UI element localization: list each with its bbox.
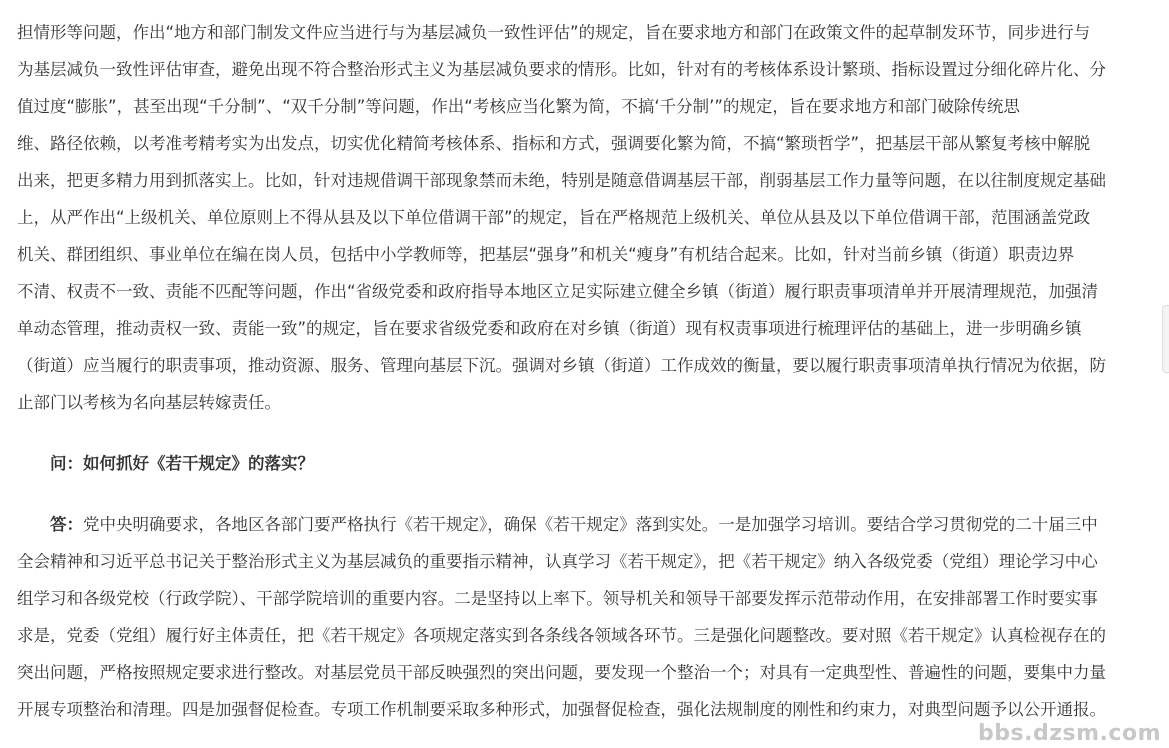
paragraph-line: 止部门以考核为名向基层转嫁责任。 [17,393,281,412]
answer-text: 党中央明确要求，各地区各部门要严格执行《若干规定》，确保《若干规定》落到实处。一是加强学习培训。要结合学习贯彻党的二十届三中 [83,515,1098,534]
paragraph-line: 维、路径依赖，以考准考精考实为出发点，切实优化精简考核体系、指标和方式，强调要化繁为简，不搞“繁琐哲学”，把基层干部从繁复考核中解脱 [17,134,1091,153]
answer-line: 全会精神和习近平总书记关于整治形式主义为基层减负的重要指示精神，认真学习《若干规定》，把《若干规定》纳入各级党委（党组）理论学习中心 [17,552,1098,571]
site-watermark: bbs.dzsm.com [978,721,1161,746]
paragraph-line: 不清、权责不一致、责能不匹配等问题，作出“省级党委和政府指导本地区立足实际建立健全乡镇（街道）履行职责事项清单并开展清理规范，加强清 [17,282,1099,301]
paragraph-gap [17,482,1157,506]
paragraph-line: 值过度“膨胀”，甚至出现“千分制”、“双千分制”等问题，作出“考核应当化繁为简，不搞‘千分制’”的规定，旨在要求地方和部门破除传统思 [17,97,1020,116]
answer-first-line [17,506,1157,543]
paragraph-line: 上，从严作出“上级机关、单位原则上不得从县及以下单位借调干部”的规定，旨在严格规范上级机关、单位从县及以下单位借调干部，范围涵盖党政 [17,208,1091,227]
question-heading: 问：如何抓好《若干规定》的落实？ [50,454,314,473]
paragraph-gap [17,421,1157,445]
answer-line: 突出问题，严格按照规定要求进行整改。对基层党员干部反映强烈的突出问题，要发现一个整治一个；对具有一定典型性、普遍性的问题，要集中力量 [17,663,1106,682]
side-scroll-tab[interactable] [1162,305,1169,373]
paragraph-line: 机关、群团组织、事业单位在编在岗人员，包括中小学教师等，把基层“强身”和机关“瘦身”有机结合起来。比如，针对当前乡镇（街道）职责边界 [17,245,1075,264]
answer-line: 组学习和各级党校（行政学院）、干部学院培训的重要内容。二是坚持以上率下。领导机关和领导干部要发挥示范带动作用，在安排部署工作时要实事 [17,589,1098,608]
article-body [17,14,1157,728]
answer-line: 开展专项整治和清理。四是加强督促检查。专项工作机制要采取多种形式，加强督促检查，强化法规制度的刚性和约束力，对典型问题予以公开通报。 [17,700,1106,719]
answer-line: 求是，党委（党组）履行好主体责任，把《若干规定》各项规定落实到各条线各领域各环节。三是强化问题整改。要对照《若干规定》认真检视存在的 [17,626,1106,645]
answer-label: 答： [50,515,83,534]
paragraph-line: 为基层减负一致性评估审查，避免出现不符合整治形式主义为基层减负要求的情形。比如，针对有的考核体系设计繁琐、指标设置过分细化碎片化、分 [17,60,1106,79]
paragraph-line: 出来，把更多精力用到抓落实上。比如，针对违规借调干部现象禁而未绝，特别是随意借调基层干部，削弱基层工作力量等问题，在以往制度规定基础 [17,171,1106,190]
paragraph-line: （街道）应当履行的职责事项，推动资源、服务、管理向基层下沉。强调对乡镇（街道）工作成效的衡量，要以履行职责事项清单执行情况为依据，防 [17,356,1106,375]
paragraph-line: 担情形等问题，作出“地方和部门制发文件应当进行与为基层减负一致性评估”的规定，旨在要求地方和部门在政策文件的起草制发环节，同步进行与 [17,23,1091,42]
paragraph-line: 单动态管理，推动责权一致、责能一致”的规定，旨在要求省级党委和政府在对乡镇（街道）现有权责事项进行梳理评估的基础上，进一步明确乡镇 [17,319,1082,338]
